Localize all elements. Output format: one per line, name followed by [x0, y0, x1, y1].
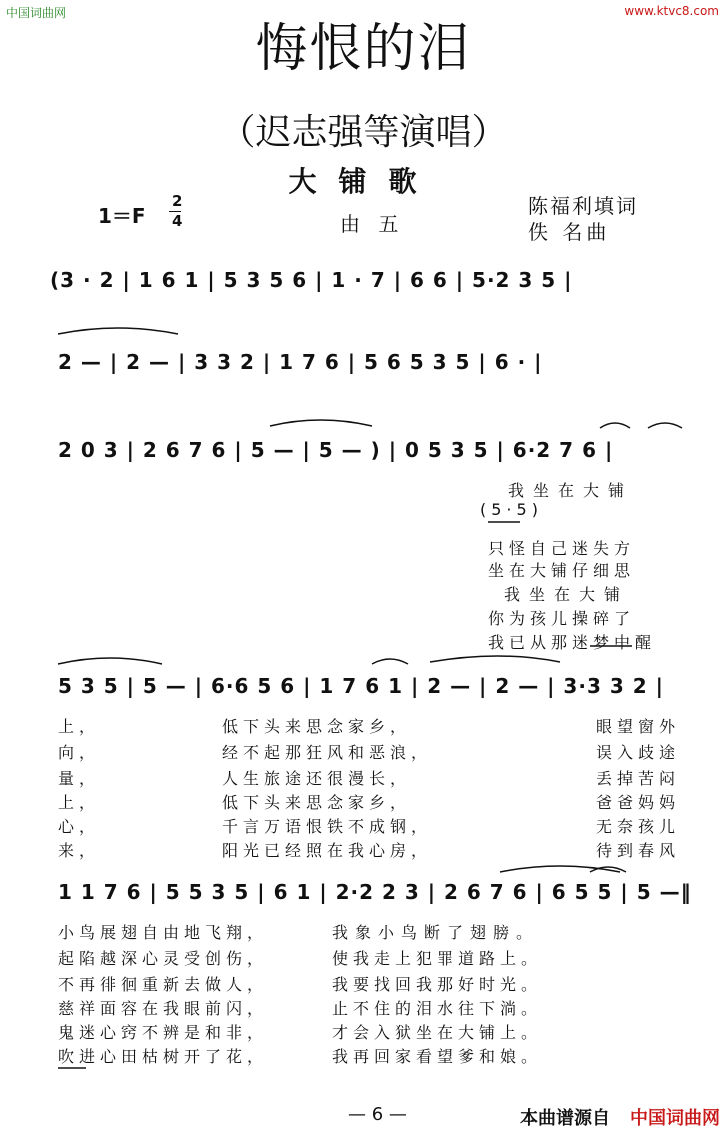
- song-title: 悔恨的泪: [255, 19, 472, 79]
- score-row-1: (3 · 2 | 1 6 1 | 5 3 5 6 | 1 · 7 | 6 6 | 5·2 3 5 |: [50, 268, 573, 292]
- lyric-mid-end-2: 向，: [58, 743, 101, 762]
- watermark-right: www.ktvc8.com: [624, 4, 719, 18]
- lyric-mid-b-2: 误入歧途: [596, 743, 681, 762]
- lyric-mid-a-4: 低下头来思念家乡，: [222, 793, 412, 812]
- lyric-end-a-6: 吹进心田枯树开了花，: [58, 1047, 269, 1066]
- slur-row4b: [372, 659, 408, 664]
- lyric-mid-a-6: 阳光已经照在我心房，: [222, 841, 433, 860]
- slur-row3a: [270, 420, 372, 426]
- lyric-mid-b-3: 丢掉苦闷: [596, 769, 681, 788]
- lyric-mid-b-6: 待到春风: [596, 841, 681, 860]
- lyric-end-a-1: 小鸟展翅自由地飞翔，: [58, 923, 269, 942]
- score-row-5: 1 1 7 6 | 5 5 3 5 | 6 1 | 2·2 2 3 | 2 6 7 6 | 6 5 5 | 5 —‖: [58, 880, 692, 904]
- lyric-end-b-6: 我再回家看望爹和娘。: [332, 1047, 543, 1066]
- lyric-intro-2: (5·5): [480, 500, 543, 519]
- lyric-end-b-4: 止不住的泪水往下淌。: [332, 999, 543, 1018]
- lyric-end-b-1: 我象小鸟断了翅膀。: [332, 923, 540, 942]
- lyric-intro-3: 只怪自己迷失方: [488, 539, 636, 558]
- source-label: 本曲谱源自: [520, 1108, 610, 1129]
- lyric-end-b-5: 才会入狱坐在大铺上。: [332, 1023, 543, 1042]
- slur-row4c: [430, 656, 560, 662]
- tempo-marking: 由 五: [340, 212, 405, 236]
- score-row-3: 2 0 3 | 2 6 7 6 | 5 — | 5 — ) | 0 5 3 5 | 6·2 7 6 |: [58, 438, 614, 462]
- lyricist: 陈福利填词: [528, 194, 638, 218]
- lyric-intro-7: 我已从那迷梦中醒: [488, 633, 657, 652]
- section-title: 大铺歌: [288, 165, 439, 198]
- lyric-mid-a-5: 千言万语恨铁不成钢，: [222, 817, 433, 836]
- lyric-mid-b-1: 眼望窗外: [596, 717, 681, 736]
- key-signature: 1＝F: [98, 204, 146, 228]
- lyric-mid-end-1: 上，: [58, 717, 101, 736]
- time-numerator: 2: [172, 192, 183, 210]
- lyric-intro-1: 我坐在大铺: [508, 481, 634, 500]
- lyric-end-a-2: 起陷越深心灵受创伤，: [58, 949, 269, 968]
- lyric-mid-end-4: 上，: [58, 793, 101, 812]
- lyric-mid-a-2: 经不起那狂风和恶浪，: [222, 743, 433, 762]
- slur-row4a: [58, 658, 162, 664]
- lyric-mid-end-3: 量，: [58, 769, 101, 788]
- slur-row3b: [600, 423, 630, 428]
- composer: 佚 名曲: [528, 220, 611, 244]
- lyric-intro-4: 坐在大铺仔细思: [488, 561, 636, 580]
- lyric-intro-5: 我坐在大铺: [504, 585, 630, 604]
- lyric-end-a-3: 不再徘徊重新去做人，: [58, 975, 269, 994]
- lyric-end-b-2: 使我走上犯罪道路上。: [332, 949, 543, 968]
- slur-row3c: [648, 423, 682, 428]
- lyric-end-a-4: 慈祥面容在我眼前闪，: [58, 999, 269, 1018]
- page-number: — 6 —: [348, 1104, 407, 1125]
- source-site: 中国词曲网: [630, 1108, 720, 1129]
- song-subtitle: （迟志强等演唱）: [219, 112, 508, 153]
- lyric-mid-end-5: 心，: [58, 817, 101, 836]
- time-denominator: 4: [172, 212, 183, 230]
- watermark-left: 中国词曲网: [6, 6, 67, 20]
- lyric-mid-b-5: 无奈孩儿: [596, 817, 681, 836]
- lyric-mid-end-6: 来，: [58, 841, 101, 860]
- score-row-4: 5 3 5 | 5 — | 6·6 5 6 | 1 7 6 1 | 2 — | 2 — | 3·3 3 2 |: [58, 674, 664, 698]
- lyric-mid-a-3: 人生旅途还很漫长，: [222, 769, 412, 788]
- slur-row2: [58, 328, 178, 334]
- lyric-mid-a-1: 低下头来思念家乡，: [222, 717, 412, 736]
- lyric-end-a-5: 鬼迷心窍不辨是和非，: [58, 1023, 269, 1042]
- lyric-mid-b-4: 爸爸妈妈: [596, 793, 681, 812]
- lyric-intro-6: 你为孩儿操碎了: [488, 609, 636, 628]
- lyric-end-b-3: 我要找回我那好时光。: [332, 975, 543, 994]
- score-row-2: 2 — | 2 — | 3 3 2 | 1 7 6 | 5 6 5 3 5 | 6 · |: [58, 350, 543, 374]
